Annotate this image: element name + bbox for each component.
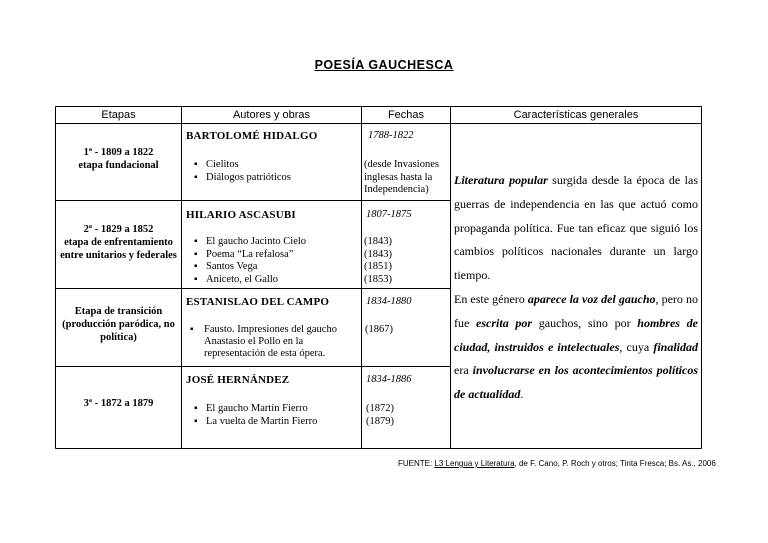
work-item: ▪ Fausto. Impresiones del gaucho [188,324,360,336]
header-caracteristicas: Características generales [513,109,639,121]
header-fechas: Fechas [387,109,425,121]
work-item-cont: Anastasio el Pollo en la [204,336,304,347]
etapa-1-line: 1ª - 1809 a 1822 [83,147,154,158]
work-item-cont: representación de esta ópera. [204,348,326,359]
characteristics-paragraph-1 [454,169,698,288]
work-item: ▪ El gaucho Martín Fierro [186,403,317,416]
work-item: ▪ Santos Vega [186,261,306,274]
etapa-3-line: Etapa de transición [74,306,163,317]
work-date: (1867) [365,324,393,335]
etapa-1-line: etapa fundacional [78,160,159,171]
text: En este género [454,291,528,306]
source-prefix: FUENTE: [398,459,435,468]
work-dates-hidalgo [364,159,439,197]
work-dates-hernandez [366,403,394,428]
text: , cuya [619,339,654,354]
highlight: involucrarse en los acontecimientos políticos de actualidad [454,363,698,402]
highlight: finalidad [653,339,698,354]
author-del-campo: ESTANISLAO DEL CAMPO [186,296,330,308]
text: era [454,363,473,378]
etapa-2-line: 2ª - 1829 a 1852 [83,224,154,235]
text: , pero no fue [454,291,698,330]
etapa-1 [56,146,181,172]
work-date: (desde Invasiones [364,159,439,170]
header-autores: Autores y obras [232,109,311,121]
work-date: (1843) [364,248,392,260]
author-dates-hidalgo: 1788-1822 [368,130,414,141]
header-etapas: Etapas [101,109,136,121]
etapa-2-line: entre unitarios y federales [60,250,177,261]
text: surgida desde la época de las guerras de independencia en las que actuó como propaganda política. Fue tan eficaz que siguió los cambios políticos nacionales durante un largo tiempo. [454,173,698,283]
characteristics-paragraph-2 [454,288,698,407]
work-item: ▪ Poema “La refalosa” [186,249,306,262]
author-dates-del-campo: 1834-1880 [366,296,412,307]
etapa-2 [56,223,181,262]
page-title: POESÍA GAUCHESCA [314,58,454,72]
work-item: ▪ La vuelta de Martín Fierro [186,416,317,429]
work-dates-ascasubi [364,236,392,286]
work-date: (1851) [364,261,392,272]
highlight: hombres de ciudad, instruidos e intelectuales [454,315,698,354]
etapa-transicion [56,305,181,344]
author-ascasubi: HILARIO ASCASUBI [186,209,296,221]
highlight: escrita por [476,315,533,330]
source-rest: , de F. Cano, P. Roch y otros; Tinta Fresca; Bs. As., 2006 [514,459,716,468]
work-item: ▪ Cielitos [186,159,291,172]
highlight: aparece la voz del gaucho [527,291,656,306]
etapa-4-line: 3ª - 1872 a 1879 [83,398,154,409]
works-hernandez [186,403,317,428]
etapa-3-line: política) [100,332,137,343]
work-date: (1879) [366,415,394,427]
etapa-3 [56,397,181,410]
etapa-3-line: (producción paródica, no [62,319,175,330]
work-item: ▪ Aniceto, el Gallo [186,274,306,287]
source-book: L3 Lengua y Literatura [434,459,515,468]
work-dates-del-campo [365,324,393,337]
author-hidalgo: BARTOLOMÉ HIDALGO [186,130,318,142]
work-item: ▪ El gaucho Jacinto Cielo [186,236,306,249]
work-date: (1853) [364,273,392,285]
works-del-campo [188,324,360,360]
work-date: (1843) [364,236,392,247]
author-dates-hernandez: 1834-1886 [366,374,412,385]
work-date: (1872) [366,403,394,414]
works-hidalgo [186,159,291,184]
works-ascasubi [186,236,306,286]
characteristics-text [454,169,698,407]
source-citation [398,459,716,468]
text: gauchos, sino por [532,315,638,330]
etapa-2-line: etapa de enfrentamiento [64,237,173,248]
author-dates-ascasubi: 1807-1875 [366,209,412,220]
work-item: ▪ Diálogos patrióticos [186,172,291,185]
highlight: Literatura popular [454,173,548,187]
work-date: inglesas hasta la [364,171,433,183]
author-hernandez: JOSÉ HERNÁNDEZ [186,374,290,386]
work-date: Independencia) [364,184,429,195]
text: . [520,387,524,402]
